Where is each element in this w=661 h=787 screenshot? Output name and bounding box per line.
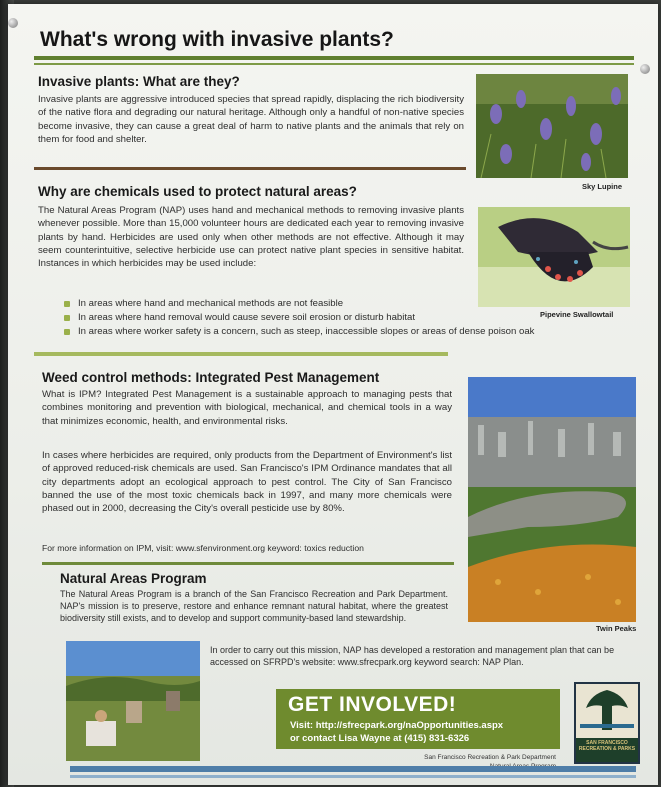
section3-rule (42, 562, 454, 565)
pipevine-swallowtail-caption: Pipevine Swallowtail (540, 310, 614, 319)
list-item: In areas where hand and mechanical methods are not feasible (64, 297, 644, 311)
section3-body1: What is IPM? Integrated Pest Management is a sustainable approach to managing pests that combines monitoring and prevention with biological, mechanical, and chemical tools in a way that minimizes economic, health, and environmental risks. (42, 389, 452, 427)
section4-body1: The Natural Areas Program is a branch of the San Francisco Recreation and Park Department. NAP's mission is to preserve, restore and enhance remnant natural habitat, where the greatest biodiversity still exists, and to develop and support community-based land stewardship. (60, 589, 448, 623)
credit-line: San Francisco Recreation & Park Department (424, 754, 556, 761)
section3-heading: Weed control methods: Integrated Pest Management (42, 370, 380, 385)
bottom-bar (70, 766, 636, 772)
section1-heading: Invasive plants: What are they? (38, 74, 240, 89)
section4-heading: Natural Areas Program (60, 571, 207, 586)
section2-body: The Natural Areas Program (NAP) uses hand and mechanical methods to removing invasive plants whenever possible. More than 15,000 volunteer hours are dedicated each year to removing invasive plants by hand. Herbicides are used only when other methods are not effective. Although it may seem counterintuitive, selective herbicide use can protect native plant species in sensitive habitat. Instances in which herbicides may be used include: (38, 205, 464, 270)
sky-lupine-photo (476, 74, 628, 178)
thumbtack-icon (8, 18, 18, 28)
recpark-logo (574, 682, 640, 764)
sky-lupine-caption: Sky Lupine (582, 182, 623, 191)
bullet-icon (64, 301, 70, 307)
poster-title: What's wrong with invasive plants? (40, 28, 394, 51)
twin-peaks-caption: Twin Peaks (596, 624, 637, 633)
get-involved-contact: or contact Lisa Wayne at (415) 831-6326 (290, 733, 470, 744)
bullet-icon (64, 329, 70, 335)
thumbtack-icon (640, 64, 650, 74)
section1-rule (34, 167, 466, 170)
herbicide-use-list (64, 297, 644, 339)
get-involved-box (276, 689, 560, 749)
title-rule (34, 56, 634, 60)
pipevine-swallowtail-photo (478, 207, 630, 307)
bottom-bar-thin (70, 775, 636, 778)
title-rule-thin (34, 63, 634, 65)
ipm-more-info: For more information on IPM, visit: www.sfenvironment.org keyword: toxics reduction (42, 543, 364, 553)
logo-text: SAN FRANCISCO RECREATION & PARKS (578, 740, 636, 752)
section1-body: Invasive plants are aggressive introduced species that spread rapidly, displacing the rich biodiversity of the native flora and degrading our natural heritage. Although only a handful of non-native species become invasive, they can cause a great deal of harm to native plants and the animals that rely on them for food and shelter. (38, 94, 464, 145)
section2-heading: Why are chemicals used to protect natural areas? (38, 184, 357, 199)
get-involved-heading: GET INVOLVED! (288, 693, 457, 716)
twin-peaks-photo (468, 377, 636, 622)
volunteer-photo (66, 641, 200, 761)
section4-body2: In order to carry out this mission, NAP has developed a restoration and management plan that can be accessed on SFRPD's website: www.sfrecpark.org keyword search: NAP Plan. (210, 645, 615, 667)
section3-body2: In cases where herbicides are required, only products from the Department of Environment's list of approved reduced-risk chemicals are used. San Francisco's IPM Ordinance mandates that all city departments adopt an ecological approach to pest control. The City of San Francisco banned the use of the most toxic chemicals back in 1997, and many more chemicals were phased out in 2000, decreasing the City's overall pesticide use by 80%. (42, 450, 452, 515)
list-item: In areas where hand removal would cause severe soil erosion or disturb habitat (64, 311, 644, 325)
bullet-icon (64, 315, 70, 321)
list-item: In areas where worker safety is a concern, such as steep, inaccessible slopes or areas of dense poison oak (64, 325, 644, 339)
get-involved-url[interactable]: Visit: http://sfrecpark.org/naOpportunities.aspx (290, 720, 504, 731)
section2-rule (34, 352, 448, 356)
poster (8, 4, 658, 785)
